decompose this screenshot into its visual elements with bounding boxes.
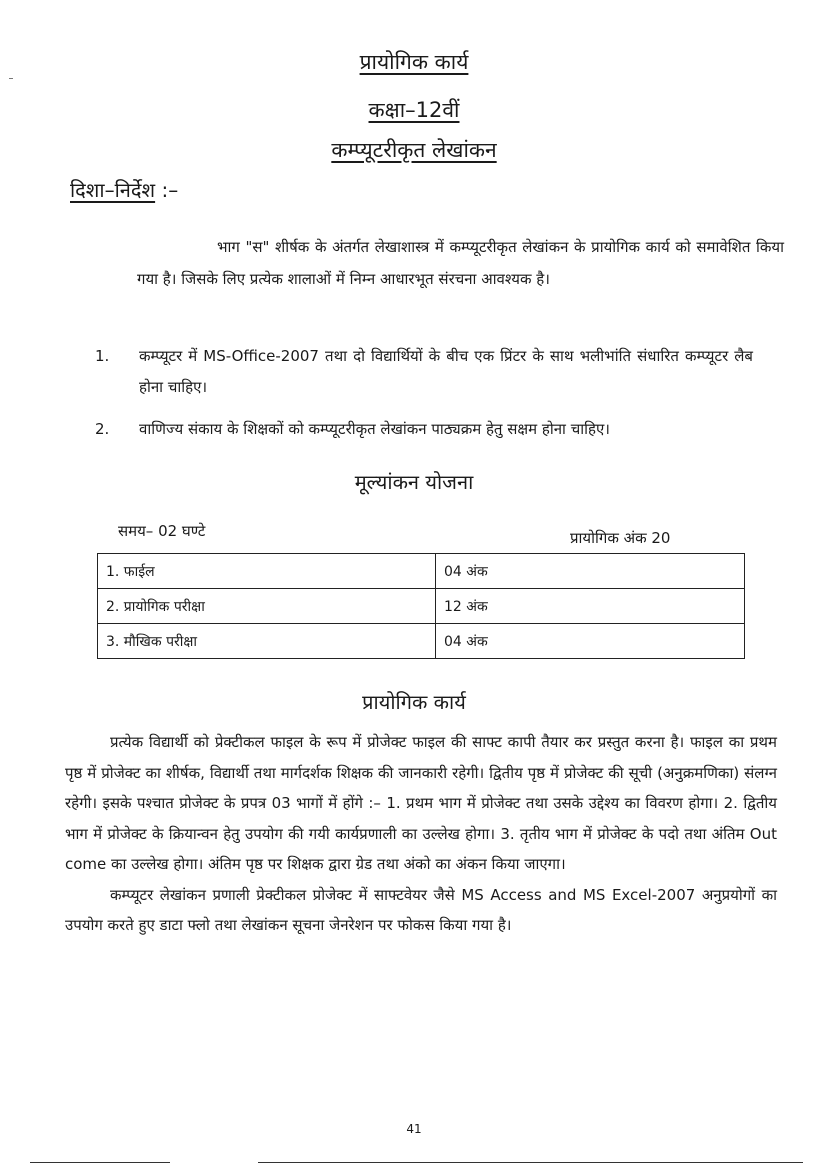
page-number: 41	[406, 1122, 422, 1136]
list-item-number: 1.	[95, 347, 110, 365]
practical-paragraph-2: कम्प्यूटर लेखांकन प्रणाली प्रेक्टीकल प्रोजेक्ट में साफ्टवेयर जैसे MS Access and MS Excel-2007 अनुप्रयोगों का उपयोग करते हुए डाटा फ्लो तथा लेखांकन सूचना जेनरेशन पर फोकस किया गया है।	[65, 885, 777, 934]
list-item-number: 2.	[95, 420, 110, 438]
list-item-text: कम्प्यूटर में MS-Office-2007 तथा दो विद्यार्थियों के बीच एक प्रिंटर के साथ भलीभांति संधारित कम्प्यूटर लैब होना चाहिए।	[139, 347, 753, 396]
guidelines-intro: भाग "स" शीर्षक के अंतर्गत लेखाशास्त्र में कम्प्यूटरीकृत लेखांकन के प्रायोगिक कार्य को समावेशित किया गया है। जिसके लिए प्रत्येक शालाओं में निम्न आधारभूत संरचना आवश्यक है।	[137, 238, 784, 288]
exam-duration: समय– 02 घण्टे	[118, 522, 206, 540]
practical-paragraph-1: प्रत्येक विद्यार्थी को प्रेक्टीकल फाइल के रूप में प्रोजेक्ट फाइल की साफ्ट कापी तैयार कर प्रस्तुत करना है। फाइल का प्रथम पृष्ठ में प्रोजेक्ट का शीर्षक, विद्यार्थी तथा मार्गदर्शक शिक्षक की जानकारी रहेगी। द्वितीय पृष्ठ में प्रोजेक्ट की सूची (अनुक्रमणिका) संलग्न रहेगी। इसके पश्चात प्रोजेक्ट के प्रपत्र 03 भागों में होंगे :– 1. प्रथम भाग में प्रोजेक्ट तथा उसके उद्देश्य का विवरण होगा। 2. द्वितीय भाग में प्रोजेक्ट के क्रियान्वन हेतु उपयोग की गयी कार्यप्रणाली का उल्लेख होगा। 3. तृतीय भाग में प्रोजेक्ट के पदो तथा अंतिम Out come का उल्लेख होगा। अंतिम पृष्ठ पर शिक्षक द्वारा ग्रेड तथा अंको का अंकन किया जाएगा।	[65, 733, 777, 873]
table-cell-score: 04 अंक	[436, 554, 745, 589]
table-row	[98, 589, 745, 624]
subject-title: कम्प्यूटरीकृत लेखांकन	[331, 138, 497, 162]
footer-rule	[258, 1162, 803, 1163]
list-item	[95, 414, 795, 445]
table-cell-score: 12 अंक	[436, 589, 745, 624]
scan-mark	[9, 78, 13, 79]
list-item	[95, 341, 795, 403]
table-cell-score: 04 अंक	[436, 624, 745, 659]
table-cell-item: 3. मौखिक परीक्षा	[98, 624, 436, 659]
total-marks: प्रायोगिक अंक 20	[570, 529, 671, 547]
table-row	[98, 554, 745, 589]
class-title: कक्षा–12वीं	[368, 98, 460, 122]
practical-body	[65, 727, 777, 941]
table-cell-item: 1. फाईल	[98, 554, 436, 589]
practical-heading: प्रायोगिक कार्य	[362, 690, 466, 714]
table-cell-item: 2. प्रायोगिक परीक्षा	[98, 589, 436, 624]
table-row	[98, 624, 745, 659]
marks-table	[97, 553, 745, 659]
guidelines-heading	[70, 176, 178, 203]
guidelines-heading-suffix: :–	[155, 178, 179, 202]
list-item-text: वाणिज्य संकाय के शिक्षकों को कम्प्यूटरीकृत लेखांकन पाठ्यक्रम हेतु सक्षम होना चाहिए।	[139, 420, 610, 438]
page-title: प्रायोगिक कार्य	[359, 50, 469, 74]
evaluation-heading: मूल्यांकन योजना	[354, 470, 474, 494]
footer-rule	[30, 1162, 170, 1163]
guidelines-heading-text: दिशा–निर्देश	[70, 178, 156, 202]
